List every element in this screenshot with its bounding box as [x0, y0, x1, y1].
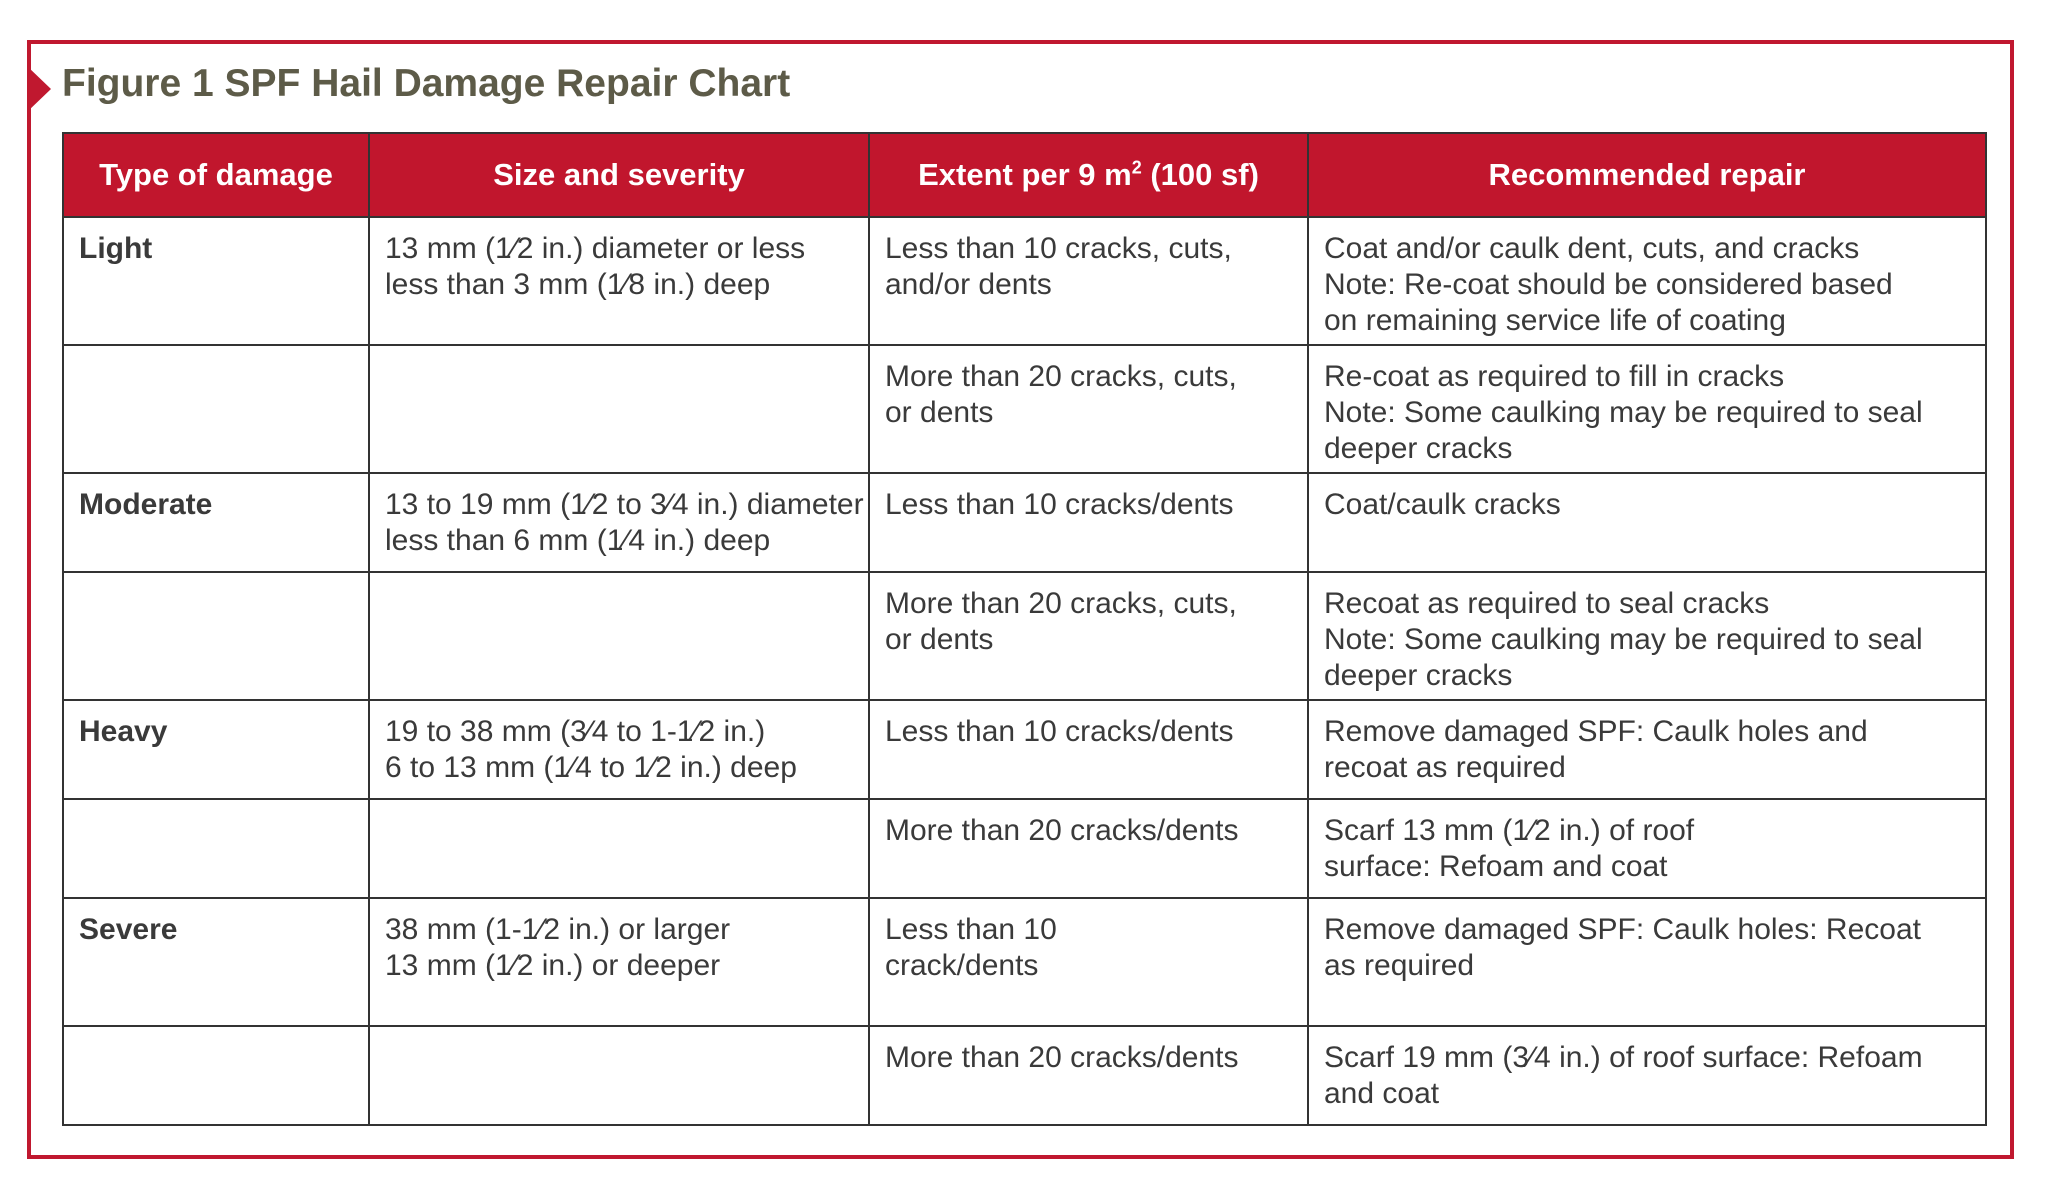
header-extent-suffix: (100 sf) — [1141, 157, 1259, 192]
cell-recommended-repair-line: surface: Refoam and coat — [1324, 850, 1668, 883]
cell-recommended-repair — [1308, 345, 1986, 473]
cell-recommended-repair-line: deeper cracks — [1324, 659, 1513, 692]
figure-title: Figure 1 SPF Hail Damage Repair Chart — [62, 62, 791, 105]
cell-type-of-damage: Moderate — [63, 473, 369, 572]
cell-type-of-damage — [63, 572, 369, 700]
cell-size-and-severity — [369, 898, 869, 1026]
table-row — [63, 473, 1986, 572]
cell-recommended-repair — [1308, 799, 1986, 898]
table-row — [63, 1026, 1986, 1125]
table-row — [63, 799, 1986, 898]
cell-extent-line: More than 20 cracks, cuts, — [885, 587, 1237, 620]
cell-recommended-repair-line: Remove damaged SPF: Caulk holes and — [1324, 715, 1868, 748]
cell-extent-line: Less than 10 cracks/dents — [885, 488, 1234, 521]
table-row — [63, 572, 1986, 700]
table-row — [63, 700, 1986, 799]
cell-type-of-damage: Heavy — [63, 700, 369, 799]
cell-size-and-severity-line: 19 to 38 mm (3⁄4 to 1-1⁄2 in.) — [385, 715, 766, 748]
cell-extent-line: or dents — [885, 623, 994, 656]
header-extent — [869, 133, 1308, 217]
cell-recommended-repair-line: Note: Some caulking may be required to seal — [1324, 396, 1923, 429]
cell-size-and-severity-line: 13 mm (1⁄2 in.) diameter or less — [385, 232, 806, 265]
cell-recommended-repair — [1308, 473, 1986, 572]
cell-type-of-damage — [63, 345, 369, 473]
header-extent-superscript: 2 — [1131, 157, 1142, 178]
cell-recommended-repair-line: Remove damaged SPF: Caulk holes: Recoat — [1324, 913, 1921, 946]
cell-recommended-repair — [1308, 572, 1986, 700]
table-row — [63, 217, 1986, 345]
cell-size-and-severity — [369, 700, 869, 799]
cell-extent-line: Less than 10 — [885, 913, 1057, 946]
cell-extent — [869, 345, 1308, 473]
cell-extent-line: More than 20 cracks/dents — [885, 1041, 1239, 1074]
cell-extent — [869, 217, 1308, 345]
cell-size-and-severity — [369, 217, 869, 345]
cell-size-and-severity — [369, 345, 869, 473]
cell-recommended-repair — [1308, 700, 1986, 799]
cell-type-of-damage: Light — [63, 217, 369, 345]
cell-recommended-repair-line: Coat/caulk cracks — [1324, 488, 1561, 521]
cell-recommended-repair-line: Recoat as required to seal cracks — [1324, 587, 1770, 620]
cell-extent-line: Less than 10 cracks, cuts, — [885, 232, 1232, 265]
cell-size-and-severity-line: 38 mm (1-1⁄2 in.) or larger — [385, 913, 731, 946]
cell-size-and-severity — [369, 799, 869, 898]
table-header-row — [63, 133, 1986, 217]
cell-extent-line: More than 20 cracks, cuts, — [885, 360, 1237, 393]
cell-recommended-repair-line: recoat as required — [1324, 751, 1566, 784]
cell-recommended-repair-line: Re-coat as required to fill in cracks — [1324, 360, 1785, 393]
cell-type-of-damage — [63, 799, 369, 898]
cell-size-and-severity-line: 13 to 19 mm (1⁄2 to 3⁄4 in.) diameter — [385, 488, 864, 521]
table-body — [63, 217, 1986, 1125]
cell-recommended-repair-line: deeper cracks — [1324, 432, 1513, 465]
cell-extent — [869, 799, 1308, 898]
cell-recommended-repair — [1308, 217, 1986, 345]
cell-type-of-damage: Severe — [63, 898, 369, 1026]
cell-size-and-severity-line: less than 6 mm (1⁄4 in.) deep — [385, 524, 771, 557]
table-row — [63, 345, 1986, 473]
cell-extent — [869, 700, 1308, 799]
cell-recommended-repair-line: Scarf 19 mm (3⁄4 in.) of roof surface: Refoam — [1324, 1041, 1923, 1074]
cell-recommended-repair-line: Scarf 13 mm (1⁄2 in.) of roof — [1324, 814, 1695, 847]
cell-recommended-repair-line: Note: Re-coat should be considered based — [1324, 268, 1893, 301]
cell-extent-line: crack/dents — [885, 949, 1039, 982]
header-recommended-repair: Recommended repair — [1308, 133, 1986, 217]
cell-size-and-severity-line: 13 mm (1⁄2 in.) or deeper — [385, 949, 721, 982]
cell-extent — [869, 572, 1308, 700]
hail-damage-repair-table — [62, 132, 1987, 1126]
cell-recommended-repair-line: Note: Some caulking may be required to seal — [1324, 623, 1923, 656]
cell-recommended-repair-line: as required — [1324, 949, 1475, 982]
cell-extent — [869, 1026, 1308, 1125]
cell-size-and-severity — [369, 473, 869, 572]
cell-extent-line: or dents — [885, 396, 994, 429]
cell-recommended-repair — [1308, 1026, 1986, 1125]
cell-recommended-repair-line: and coat — [1324, 1077, 1440, 1110]
cell-extent-line: and/or dents — [885, 268, 1052, 301]
cell-extent — [869, 898, 1308, 1026]
cell-type-of-damage — [63, 1026, 369, 1125]
header-type-of-damage: Type of damage — [63, 133, 369, 217]
cell-recommended-repair-line: Coat and/or caulk dent, cuts, and cracks — [1324, 232, 1860, 265]
cell-recommended-repair — [1308, 898, 1986, 1026]
cell-extent-line: More than 20 cracks/dents — [885, 814, 1239, 847]
cell-size-and-severity — [369, 572, 869, 700]
cell-size-and-severity-line: less than 3 mm (1⁄8 in.) deep — [385, 268, 771, 301]
cell-extent — [869, 473, 1308, 572]
cell-recommended-repair-line: on remaining service life of coating — [1324, 304, 1786, 337]
cell-size-and-severity — [369, 1026, 869, 1125]
table-row — [63, 898, 1986, 1026]
cell-extent-line: Less than 10 cracks/dents — [885, 715, 1234, 748]
cell-size-and-severity-line: 6 to 13 mm (1⁄4 to 1⁄2 in.) deep — [385, 751, 797, 784]
header-extent-prefix: Extent per 9 m — [918, 157, 1132, 192]
title-arrow-marker-icon — [27, 66, 51, 112]
header-size-and-severity: Size and severity — [369, 133, 869, 217]
